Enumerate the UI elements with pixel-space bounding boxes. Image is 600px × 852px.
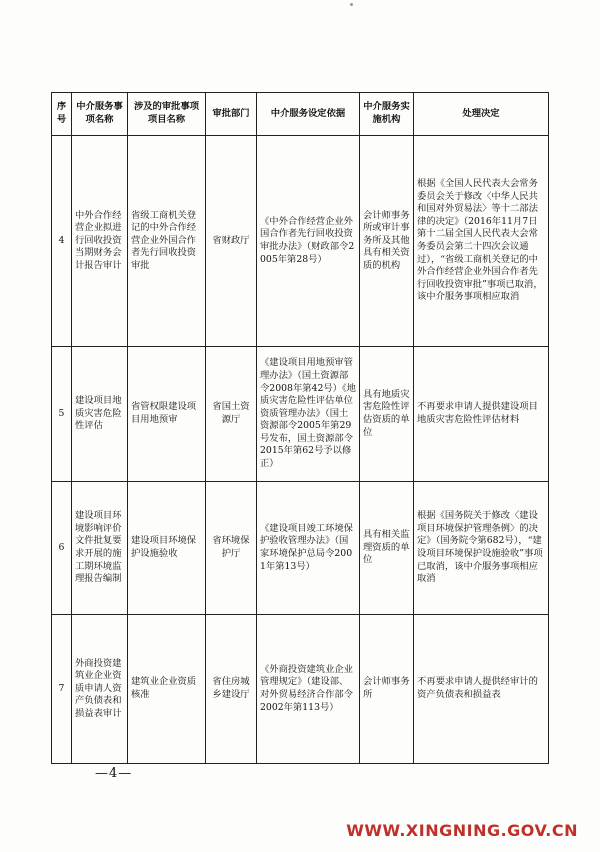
table-row bbox=[52, 482, 549, 615]
row-approval-item: 建设项目环境保护设施验收 bbox=[128, 482, 206, 615]
row-decision: 不再要求申请人提供经审计的资产负债表和损益表 bbox=[414, 615, 549, 764]
header-agency: 中介服务实施机构 bbox=[360, 93, 414, 136]
row-agency: 具有地质灾害危险性评估资质的单位 bbox=[360, 347, 414, 482]
row-decision: 根据《全国人民代表大会常务委员会关于修改〈中华人民共和国对外贸易法〉等十二部法律的决定》（2016年11月7日第十二届全国人民代表大会常务委员会第二十四次会议通过），“省级工商机关登记的中外合作经营企业外国合作者先行回收投资审批”事项已取消，该中介服务事项相应取消 bbox=[414, 136, 549, 347]
page-number: —4— bbox=[95, 766, 133, 781]
row-num: 5 bbox=[52, 347, 72, 482]
row-service: 外商投资建筑业企业资质申请人资产负债表和损益表审计 bbox=[72, 615, 128, 764]
header-basis: 中介服务设定依据 bbox=[257, 93, 360, 136]
row-decision: 根据《国务院关于修改〈建设项目环境保护管理条例〉的决定》（国务院令第682号），“建设项目环境保护设施验收”事项已取消，该中介服务事项相应取消 bbox=[414, 482, 549, 615]
row-service: 中外合作经营企业拟进行回收投资当期财务会计报告审计 bbox=[72, 136, 128, 347]
row-basis: 《外商投资建筑业企业管理规定》（建设部、对外贸易经济合作部令2002年第113号） bbox=[257, 615, 360, 764]
scan-speck bbox=[350, 3, 353, 6]
header-service: 中介服务事项名称 bbox=[72, 93, 128, 136]
header-num: 序号 bbox=[52, 93, 72, 136]
row-decision: 不再要求申请人提供建设项目地质灾害危险性评估材料 bbox=[414, 347, 549, 482]
row-num: 7 bbox=[52, 615, 72, 764]
row-approval-item: 省级工商机关登记的中外合作经营企业外国合作者先行回收投资审批 bbox=[128, 136, 206, 347]
table-header-row bbox=[52, 93, 549, 136]
table-row bbox=[52, 136, 549, 347]
table-row bbox=[52, 615, 549, 764]
header-approval-item: 涉及的审批事项项目名称 bbox=[128, 93, 206, 136]
row-department: 省财政厅 bbox=[206, 136, 257, 347]
row-basis: 《建设项目竣工环境保护验收管理办法》（国家环境保护总局令2001年第13号） bbox=[257, 482, 360, 615]
row-basis: 《建设项目用地预审管理办法》（国土资源部令2008年第42号）《地质灾害危险性评估单位资质管理办法》（国土资源部令2005年第29号发布，国土资源部令2015年第62号予以修正） bbox=[257, 347, 360, 482]
table-row bbox=[52, 347, 549, 482]
row-service: 建设项目地质灾害危险性评估 bbox=[72, 347, 128, 482]
row-department: 省环境保护厅 bbox=[206, 482, 257, 615]
header-decision: 处理决定 bbox=[414, 93, 549, 136]
site-watermark[interactable]: WWW.XINGNING.GOV.CN bbox=[346, 821, 578, 840]
row-basis: 《中外合作经营企业外国合作者先行回收投资审批办法》（财政部令2005年第28号） bbox=[257, 136, 360, 347]
row-num: 4 bbox=[52, 136, 72, 347]
row-num: 6 bbox=[52, 482, 72, 615]
row-agency: 具有相关监理资质的单位 bbox=[360, 482, 414, 615]
row-approval-item: 省管权限建设项目用地预审 bbox=[128, 347, 206, 482]
row-department: 省国土资源厅 bbox=[206, 347, 257, 482]
row-service: 建设项目环境影响评价文件批复要求开展的施工期环境监理报告编制 bbox=[72, 482, 128, 615]
row-agency: 会计师事务所或审计事务所及其他具有相关资质的机构 bbox=[360, 136, 414, 347]
row-agency: 会计师事务所 bbox=[360, 615, 414, 764]
header-department: 审批部门 bbox=[206, 93, 257, 136]
row-department: 省住房城乡建设厅 bbox=[206, 615, 257, 764]
service-table bbox=[51, 92, 549, 764]
row-approval-item: 建筑业企业资质核准 bbox=[128, 615, 206, 764]
